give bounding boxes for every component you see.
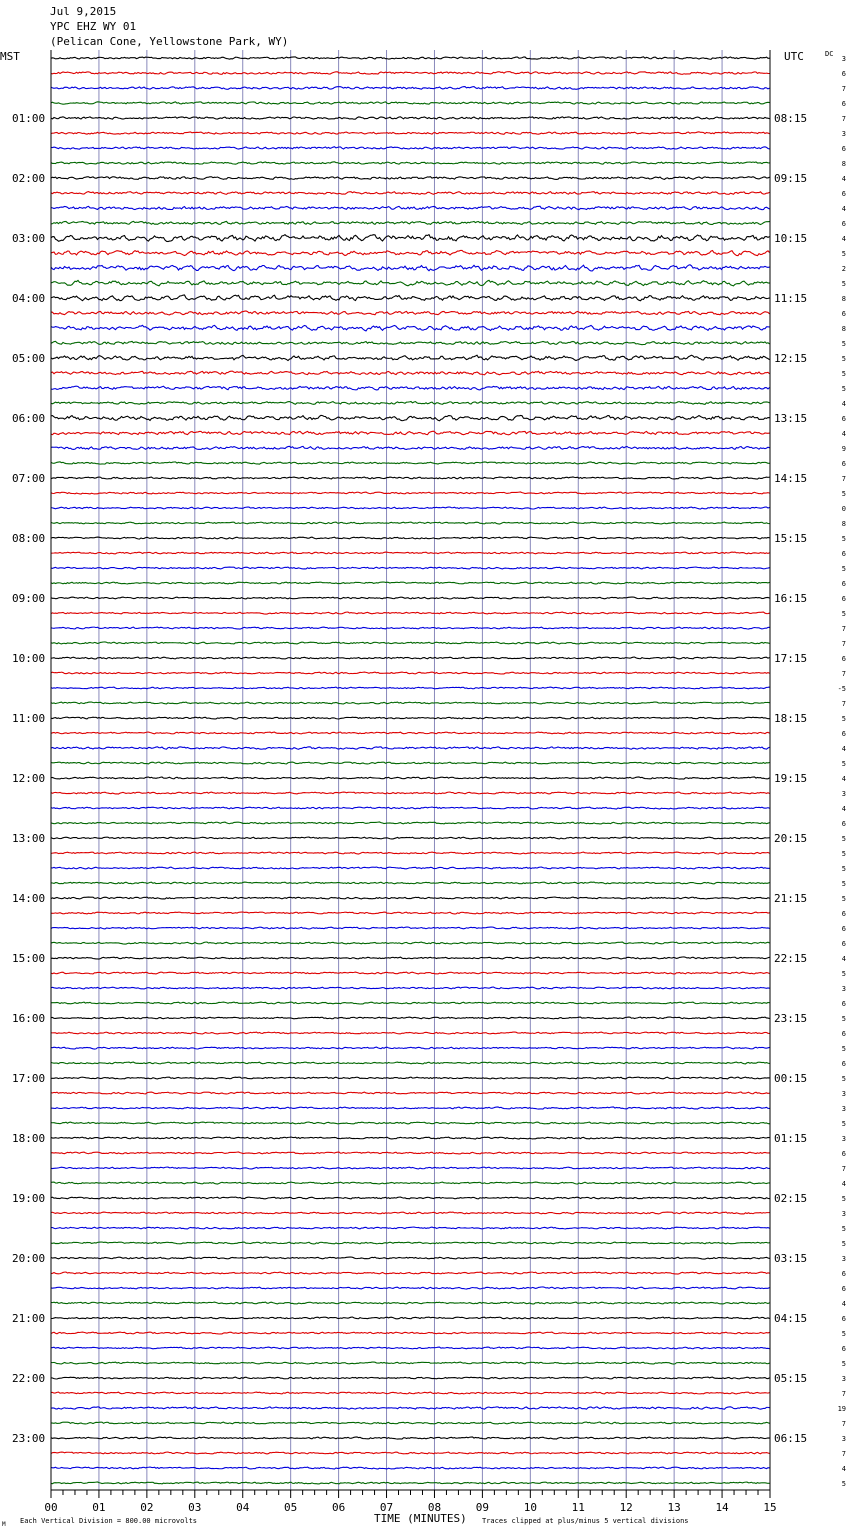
x-tick-label: 10 [523,1501,537,1514]
trace-29 [51,477,770,479]
trace-50 [51,792,770,794]
trace-94 [51,1452,770,1454]
trace-78 [51,1212,770,1214]
trace-16 [51,280,770,286]
dc-offset-label: 8 [841,295,846,303]
x-axis-label: TIME (MINUTES) [374,1512,467,1525]
trace-12 [51,221,770,224]
trace-89 [51,1377,770,1379]
x-tick-label: 13 [667,1501,681,1514]
dc-offset-label: -5 [837,685,846,693]
dc-header-label: DC [825,50,834,58]
dc-offset-label: 3 [841,1105,846,1113]
dc-offset-label: 4 [841,775,846,783]
trace-26 [51,431,770,435]
dc-offset-label: 7 [841,1420,846,1428]
trace-group [51,57,770,1484]
dc-offset-label: 6 [841,820,846,828]
trace-22 [51,371,770,375]
dc-offset-label: 5 [841,565,846,573]
dc-offset-label: 6 [841,100,846,108]
right-hour-label: 06:15 [774,1432,808,1445]
right-hour-label: 15:15 [774,532,808,545]
right-hour-label: 02:15 [774,1192,808,1205]
trace-32 [51,522,770,524]
trace-30 [51,492,770,494]
dc-offset-label: 5 [841,1330,846,1338]
dc-offset-label: 8 [841,325,846,333]
dc-offset-label: 3 [841,1090,846,1098]
dc-offset-label: 6 [841,1315,846,1323]
dc-offset-label: 5 [841,535,846,543]
left-hour-label: 14:00 [12,892,46,905]
trace-95 [51,1467,770,1469]
dc-offset-label: 7 [841,475,846,483]
trace-5 [51,117,770,119]
x-tick-label: 02 [140,1501,154,1514]
dc-offset-label: 4 [841,1300,846,1308]
left-hour-label: 02:00 [12,172,46,185]
right-hour-label: 12:15 [774,352,808,365]
trace-3 [51,87,770,90]
trace-9 [51,177,770,180]
dc-offset-label: 6 [841,460,846,468]
trace-8 [51,162,770,164]
trace-40 [51,642,770,644]
trace-80 [51,1242,770,1244]
trace-83 [51,1287,770,1289]
right-hour-label: 13:15 [774,412,808,425]
left-hour-label: 07:00 [12,472,46,485]
dc-offset-label: 4 [841,400,846,408]
trace-60 [51,942,770,944]
right-hour-label: 16:15 [774,592,808,605]
trace-85 [51,1317,770,1319]
trace-77 [51,1197,770,1199]
trace-87 [51,1347,770,1349]
trace-74 [51,1152,770,1154]
dc-offset-label: 7 [841,1450,846,1458]
right-hour-label: 08:15 [774,112,808,125]
dc-offset-label: 5 [841,370,846,378]
dc-offset-label: 6 [841,940,846,948]
trace-69 [51,1077,770,1079]
x-tick-label: 05 [284,1501,298,1514]
x-tick-label: 09 [475,1501,490,1514]
left-hour-label: 15:00 [12,952,46,965]
trace-70 [51,1092,770,1094]
trace-38 [51,612,770,614]
x-tick-label: 00 [44,1501,58,1514]
dc-offset-label: 6 [841,655,846,663]
dc-offset-label: 5 [841,250,846,258]
trace-11 [51,206,770,209]
dc-offset-label: 6 [841,190,846,198]
dc-offset-label: 2 [841,265,846,273]
dc-offset-label: 5 [841,385,846,393]
dc-offset-label: 5 [841,1225,846,1233]
axis-labels [0,50,846,1528]
dc-offset-label: 6 [841,910,846,918]
dc-offset-label: 5 [841,340,846,348]
left-hour-label: 10:00 [12,652,46,665]
dc-offset-label: 6 [841,1000,846,1008]
trace-76 [51,1182,770,1184]
x-tick-label: 06 [331,1501,346,1514]
header-date: Jul 9,2015 [50,5,117,18]
trace-59 [51,927,770,929]
dc-offset-label: 3 [841,985,846,993]
trace-39 [51,627,770,629]
trace-62 [51,972,770,974]
trace-6 [51,132,770,134]
x-tick-label: 03 [188,1501,202,1514]
dc-offset-label: 5 [841,865,846,873]
trace-51 [51,807,770,809]
dc-offset-label: 7 [841,1165,846,1173]
trace-52 [51,822,770,824]
trace-7 [51,147,770,149]
dc-offset-label: 5 [841,610,846,618]
right-hour-label: 17:15 [774,652,808,665]
dc-offset-label: 5 [841,1075,846,1083]
left-hour-label: 04:00 [12,292,46,305]
trace-92 [51,1422,770,1424]
left-hour-label: 01:00 [12,112,46,125]
dc-offset-label: 6 [841,145,846,153]
trace-88 [51,1362,770,1364]
trace-43 [51,687,770,689]
x-tick-label: 08 [427,1501,442,1514]
right-hour-label: 01:15 [774,1132,808,1145]
dc-offset-label: 4 [841,205,846,213]
dc-offset-label: 5 [841,355,846,363]
x-tick-label: 15 [763,1501,777,1514]
corner-mark: M [2,1521,6,1528]
trace-71 [51,1107,770,1109]
right-hour-label: 20:15 [774,832,808,845]
trace-44 [51,702,770,704]
dc-offset-label: 6 [841,580,846,588]
dc-offset-label: 7 [841,670,846,678]
dc-offset-label: 6 [841,595,846,603]
left-hour-label: 09:00 [12,592,46,605]
trace-10 [51,192,770,195]
dc-offset-label: 4 [841,175,846,183]
dc-offset-label: 3 [841,1375,846,1383]
dc-offset-label: 3 [841,790,846,798]
trace-81 [51,1257,770,1259]
dc-offset-label: 5 [841,490,846,498]
dc-offset-label: 0 [841,505,846,513]
trace-90 [51,1392,770,1394]
dc-offset-label: 4 [841,745,846,753]
trace-18 [51,311,770,315]
dc-offset-label: 4 [841,1465,846,1473]
right-hour-label: 19:15 [774,772,808,785]
right-hour-label: 18:15 [774,712,808,725]
trace-96 [51,1482,770,1484]
dc-offset-label: 7 [841,625,846,633]
trace-17 [51,295,770,301]
dc-offset-label: 3 [841,1210,846,1218]
trace-36 [51,582,770,584]
dc-offset-label: 5 [841,895,846,903]
dc-offset-label: 8 [841,520,846,528]
dc-offset-label: 7 [841,115,846,123]
x-axis-ticks [51,1490,770,1498]
left-hour-label: 13:00 [12,832,46,845]
trace-31 [51,507,770,509]
trace-47 [51,747,770,749]
left-hour-label: 23:00 [12,1432,46,1445]
trace-14 [51,250,770,255]
dc-offset-label: 5 [841,1195,846,1203]
right-hour-label: 11:15 [774,292,808,305]
right-hour-label: 14:15 [774,472,808,485]
trace-4 [51,102,770,104]
x-tick-label: 14 [715,1501,729,1514]
dc-offset-label: 5 [841,835,846,843]
dc-offset-label: 5 [841,850,846,858]
trace-45 [51,717,770,719]
trace-42 [51,672,770,674]
right-hour-label: 22:15 [774,952,808,965]
trace-23 [51,386,770,390]
trace-66 [51,1032,770,1034]
dc-offset-label: 6 [841,550,846,558]
dc-offset-label: 4 [841,235,846,243]
trace-58 [51,912,770,914]
left-hour-label: 16:00 [12,1012,46,1025]
dc-offset-label: 5 [841,715,846,723]
x-tick-label: 01 [92,1501,106,1514]
dc-offset-label: 6 [841,415,846,423]
header-station: YPC EHZ WY 01 [50,20,137,33]
dc-offset-label: 3 [841,55,846,63]
trace-2 [51,72,770,75]
plot-frame [51,50,770,1490]
dc-offset-label: 6 [841,730,846,738]
dc-offset-label: 5 [841,970,846,978]
dc-offset-label: 3 [841,1255,846,1263]
dc-offset-label: 6 [841,310,846,318]
trace-25 [51,415,770,420]
dc-offset-label: 6 [841,1345,846,1353]
dc-offset-label: 9 [841,445,846,453]
dc-offset-label: 5 [841,1015,846,1023]
trace-55 [51,867,770,869]
dc-offset-label: 4 [841,805,846,813]
dc-offset-label: 3 [841,130,846,138]
dc-offset-label: 7 [841,85,846,93]
trace-91 [51,1407,770,1409]
left-hour-label: 05:00 [12,352,46,365]
dc-offset-label: 5 [841,760,846,768]
trace-48 [51,762,770,764]
right-timezone-label: UTC [784,50,804,63]
trace-73 [51,1137,770,1139]
dc-offset-label: 6 [841,1270,846,1278]
x-tick-label: 12 [619,1501,633,1514]
trace-1 [51,57,770,59]
header-location: (Pelican Cone, Yellowstone Park, WY) [50,35,289,48]
dc-offset-label: 7 [841,640,846,648]
left-hour-label: 21:00 [12,1312,46,1325]
clip-note: Traces clipped at plus/minus 5 vertical divisions [482,1517,689,1525]
left-hour-label: 08:00 [12,532,46,545]
trace-28 [51,462,770,464]
trace-21 [51,355,770,360]
trace-34 [51,552,770,554]
dc-offset-label: 7 [841,1390,846,1398]
trace-82 [51,1272,770,1274]
trace-64 [51,1002,770,1004]
trace-75 [51,1167,770,1169]
right-hour-label: 05:15 [774,1372,808,1385]
trace-46 [51,732,770,734]
trace-20 [51,341,770,344]
trace-53 [51,837,770,839]
left-hour-label: 20:00 [12,1252,46,1265]
dc-offset-label: 6 [841,1030,846,1038]
dc-offset-label: 5 [841,1360,846,1368]
trace-35 [51,567,770,569]
dc-offset-label: 19 [837,1405,846,1413]
dc-offset-label: 5 [841,880,846,888]
left-hour-label: 19:00 [12,1192,46,1205]
trace-27 [51,446,770,449]
x-tick-label: 11 [571,1501,585,1514]
dc-offset-label: 5 [841,280,846,288]
dc-offset-label: 6 [841,70,846,78]
trace-19 [51,325,770,331]
trace-15 [51,265,770,271]
dc-offset-label: 3 [841,1135,846,1143]
left-hour-label: 03:00 [12,232,46,245]
left-timezone-label: MST [0,50,20,63]
left-hour-label: 12:00 [12,772,46,785]
dc-offset-label: 3 [841,1435,846,1443]
trace-68 [51,1062,770,1064]
right-hour-label: 10:15 [774,232,808,245]
right-hour-label: 00:15 [774,1072,808,1085]
trace-65 [51,1017,770,1019]
x-tick-label: 04 [236,1501,250,1514]
dc-offset-label: 6 [841,925,846,933]
trace-61 [51,957,770,959]
dc-offset-label: 6 [841,1150,846,1158]
trace-37 [51,597,770,599]
trace-49 [51,777,770,779]
dc-offset-label: 5 [841,1480,846,1488]
left-hour-label: 17:00 [12,1072,46,1085]
right-hour-label: 04:15 [774,1312,808,1325]
left-hour-label: 18:00 [12,1132,46,1145]
dc-offset-label: 5 [841,1045,846,1053]
left-hour-label: 11:00 [12,712,46,725]
trace-63 [51,987,770,989]
dc-offset-label: 8 [841,160,846,168]
trace-67 [51,1047,770,1049]
dc-offset-label: 6 [841,220,846,228]
dc-offset-label: 4 [841,430,846,438]
dc-offset-label: 4 [841,1180,846,1188]
trace-24 [51,402,770,405]
dc-offset-label: 5 [841,1120,846,1128]
trace-13 [51,235,770,242]
dc-offset-label: 4 [841,955,846,963]
trace-54 [51,852,770,854]
left-hour-label: 22:00 [12,1372,46,1385]
right-hour-label: 03:15 [774,1252,808,1265]
trace-56 [51,882,770,884]
dc-offset-label: 5 [841,1240,846,1248]
x-tick-label: 07 [379,1501,394,1514]
right-hour-label: 09:15 [774,172,808,185]
trace-57 [51,897,770,899]
trace-41 [51,657,770,659]
scale-note: Each Vertical Division = 800.00 microvolts [20,1517,198,1525]
right-hour-label: 21:15 [774,892,808,905]
trace-84 [51,1302,770,1304]
dc-offset-label: 6 [841,1285,846,1293]
trace-79 [51,1227,770,1229]
trace-93 [51,1437,770,1439]
trace-33 [51,537,770,539]
right-hour-label: 23:15 [774,1012,808,1025]
dc-offset-label: 6 [841,1060,846,1068]
trace-72 [51,1122,770,1124]
left-hour-label: 06:00 [12,412,46,425]
dc-offset-label: 7 [841,700,846,708]
trace-86 [51,1332,770,1334]
